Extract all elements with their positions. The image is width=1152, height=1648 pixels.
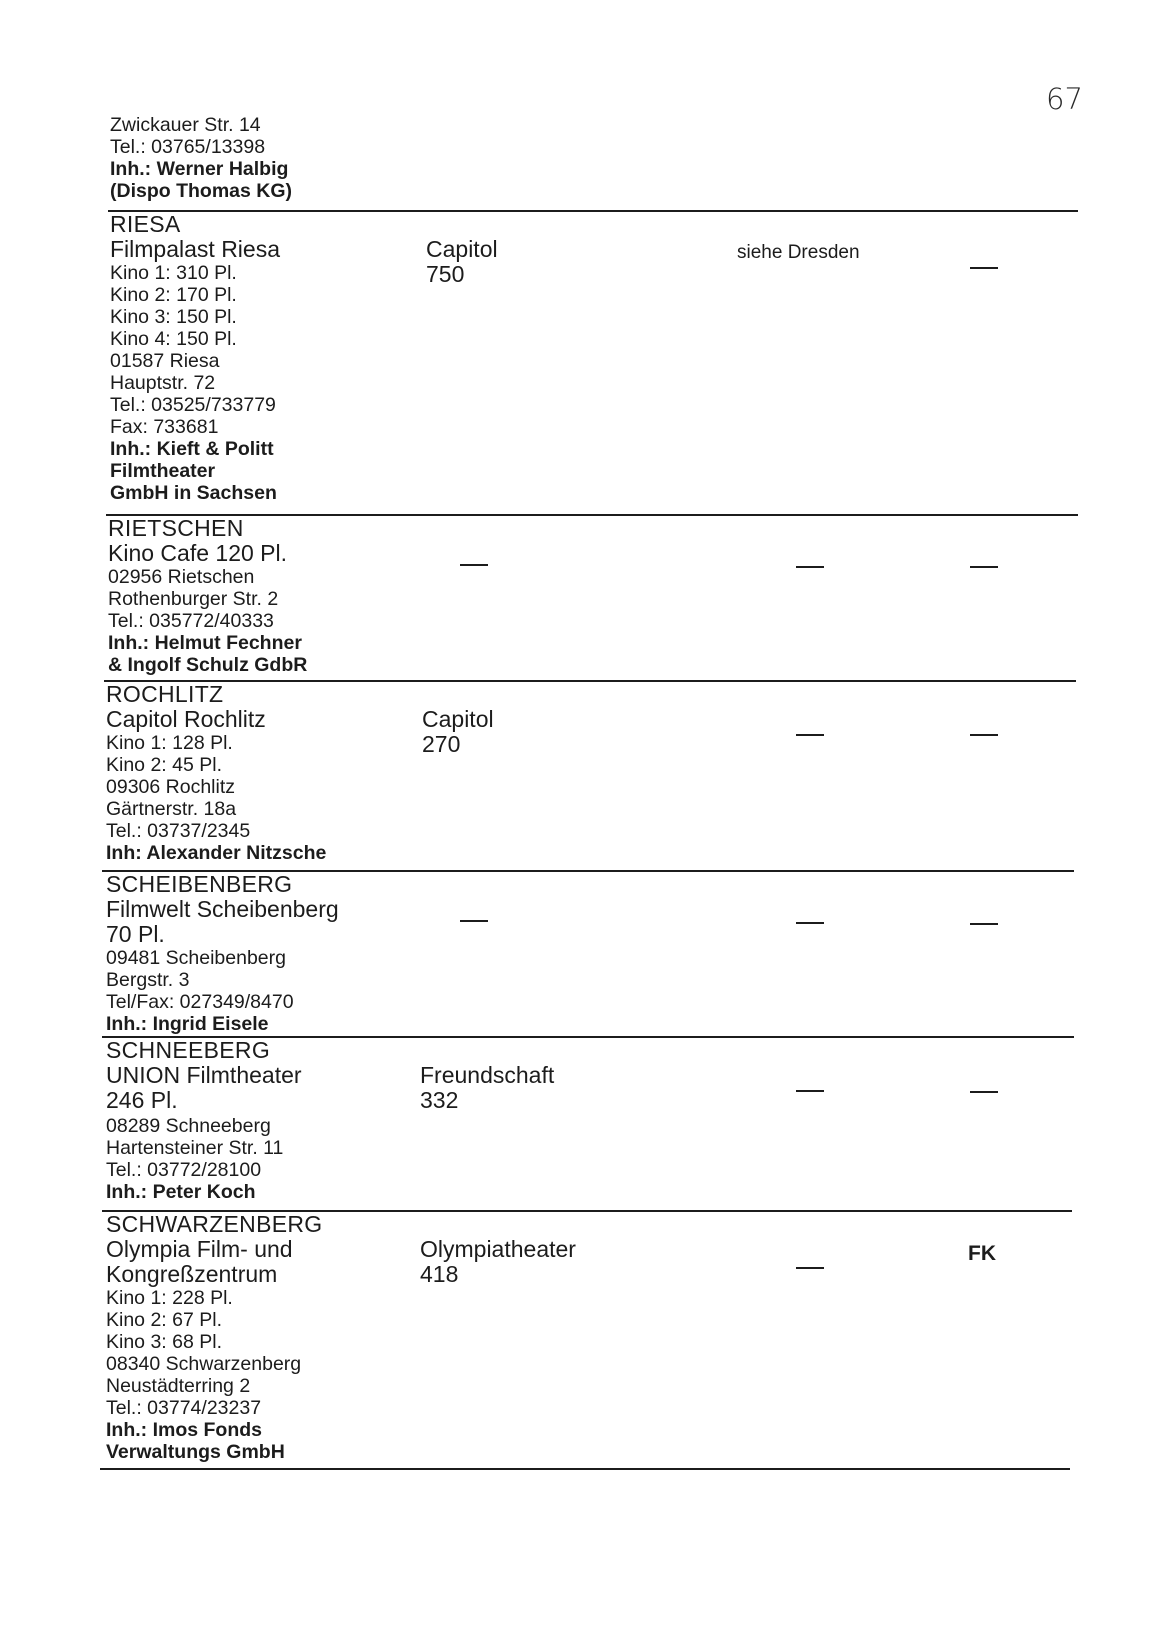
reference-text: siehe Dresden xyxy=(737,242,860,263)
detail-line: Bergstr. 3 xyxy=(106,969,190,991)
venue-name: Olympiatheater xyxy=(420,1236,576,1262)
detail-line: Tel.: 03774/23237 xyxy=(106,1397,262,1419)
owner-line: (Dispo Thomas KG) xyxy=(110,180,293,202)
owner-line: Inh.: Kieft & Politt xyxy=(110,438,274,460)
dash-mark xyxy=(796,1090,824,1092)
detail-line: Kino 1: 310 Pl. xyxy=(110,262,237,284)
dash-mark xyxy=(970,566,998,568)
detail-line: 09481 Scheibenberg xyxy=(106,947,286,969)
owner-line: Filmtheater xyxy=(110,460,216,482)
detail-line: Tel.: 03772/28100 xyxy=(106,1159,262,1181)
cinema-name: Olympia Film- und xyxy=(106,1236,293,1262)
dash-mark xyxy=(796,566,824,568)
detail-line: Tel.: 03737/2345 xyxy=(106,820,251,842)
city-name: RIETSCHEN xyxy=(108,515,244,541)
cinema-name: Filmpalast Riesa xyxy=(110,236,280,262)
entry-riesa xyxy=(110,212,1070,510)
venue-seats: 750 xyxy=(426,261,465,287)
city-name: SCHWARZENBERG xyxy=(106,1211,323,1237)
city-name: SCHEIBENBERG xyxy=(106,871,293,897)
owner-line: Inh.: Peter Koch xyxy=(106,1181,256,1203)
detail-line: Kino 1: 228 Pl. xyxy=(106,1287,233,1309)
detail-line: Fax: 733681 xyxy=(110,416,219,438)
venue-seats: 270 xyxy=(422,731,461,757)
owner-line: GmbH in Sachsen xyxy=(110,482,277,504)
venue-name: Capitol xyxy=(422,706,494,732)
detail-line: Kino 1: 128 Pl. xyxy=(106,732,233,754)
detail-line: Kino 2: 170 Pl. xyxy=(110,284,237,306)
detail-line: Hauptstr. 72 xyxy=(110,372,216,394)
detail-line: 09306 Rochlitz xyxy=(106,776,235,798)
owner-line: & Ingolf Schulz GdbR xyxy=(108,654,308,676)
detail-line: Kino 2: 67 Pl. xyxy=(106,1309,222,1331)
city-name: ROCHLITZ xyxy=(106,681,224,707)
cinema-seats: 70 Pl. xyxy=(106,921,165,947)
owner-line: Verwaltungs GmbH xyxy=(106,1441,285,1463)
detail-line: 08289 Schneeberg xyxy=(106,1115,271,1137)
dash-mark xyxy=(460,564,488,566)
detail-line: Kino 3: 150 Pl. xyxy=(110,306,237,328)
owner-line: Inh: Alexander Nitzsche xyxy=(106,842,327,864)
entry-rietschen xyxy=(108,516,1068,676)
venue-seats: 418 xyxy=(420,1261,459,1287)
dash-mark xyxy=(970,1091,998,1093)
cinema-name: Capitol Rochlitz xyxy=(106,706,266,732)
entry-schwarzenberg xyxy=(106,1212,1066,1464)
cinema-name: Filmwelt Scheibenberg xyxy=(106,896,339,922)
top-block xyxy=(110,114,410,202)
detail-line: 08340 Schwarzenberg xyxy=(106,1353,302,1375)
entry-schneeberg xyxy=(106,1038,1066,1208)
venue-name: Capitol xyxy=(426,236,498,262)
detail-line: Hartensteiner Str. 11 xyxy=(106,1137,284,1159)
venue-seats: 332 xyxy=(420,1087,459,1113)
dash-mark xyxy=(970,734,998,736)
detail-line: Tel.: 03525/733779 xyxy=(110,394,276,416)
city-name: SCHNEEBERG xyxy=(106,1037,271,1063)
entry-scheibenberg xyxy=(106,871,1066,1035)
detail-line: Kino 2: 45 Pl. xyxy=(106,754,222,776)
detail-line: Tel/Fax: 027349/8470 xyxy=(106,991,294,1013)
city-name: RIESA xyxy=(110,211,181,237)
dash-mark xyxy=(460,920,488,922)
detail-line: Kino 3: 68 Pl. xyxy=(106,1331,222,1353)
cinema-name: Kongreßzentrum xyxy=(106,1261,278,1287)
divider xyxy=(100,1468,1070,1470)
venue-name: Freundschaft xyxy=(420,1062,555,1088)
dash-mark xyxy=(796,734,824,736)
owner-line: Inh.: Helmut Fechner xyxy=(108,632,302,654)
dash-mark xyxy=(970,267,998,269)
detail-line: Kino 4: 150 Pl. xyxy=(110,328,237,350)
detail-line: Gärtnerstr. 18a xyxy=(106,798,237,820)
dash-mark xyxy=(796,922,824,924)
detail-line: Neustädterring 2 xyxy=(106,1375,251,1397)
cinema-seats: 246 Pl. xyxy=(106,1087,178,1113)
cinema-name: Kino Cafe 120 Pl. xyxy=(108,540,288,566)
entry-rochlitz xyxy=(106,682,1066,868)
fk-label: FK xyxy=(968,1242,996,1265)
detail-line: Tel.: 035772/40333 xyxy=(108,610,274,632)
page-number: 67 xyxy=(1046,82,1083,116)
detail-line: 02956 Rietschen xyxy=(108,566,255,588)
cinema-name: UNION Filmtheater xyxy=(106,1062,302,1088)
owner-line: Inh.: Ingrid Eisele xyxy=(106,1013,269,1035)
dash-mark xyxy=(796,1267,824,1269)
owner-line: Inh.: Imos Fonds xyxy=(106,1419,262,1441)
detail-line: Rothenburger Str. 2 xyxy=(108,588,279,610)
address-line: Zwickauer Str. 14 xyxy=(110,114,261,136)
dash-mark xyxy=(970,923,998,925)
owner-line: Inh.: Werner Halbig xyxy=(110,158,289,180)
detail-line: 01587 Riesa xyxy=(110,350,220,372)
phone-line: Tel.: 03765/13398 xyxy=(110,136,266,158)
